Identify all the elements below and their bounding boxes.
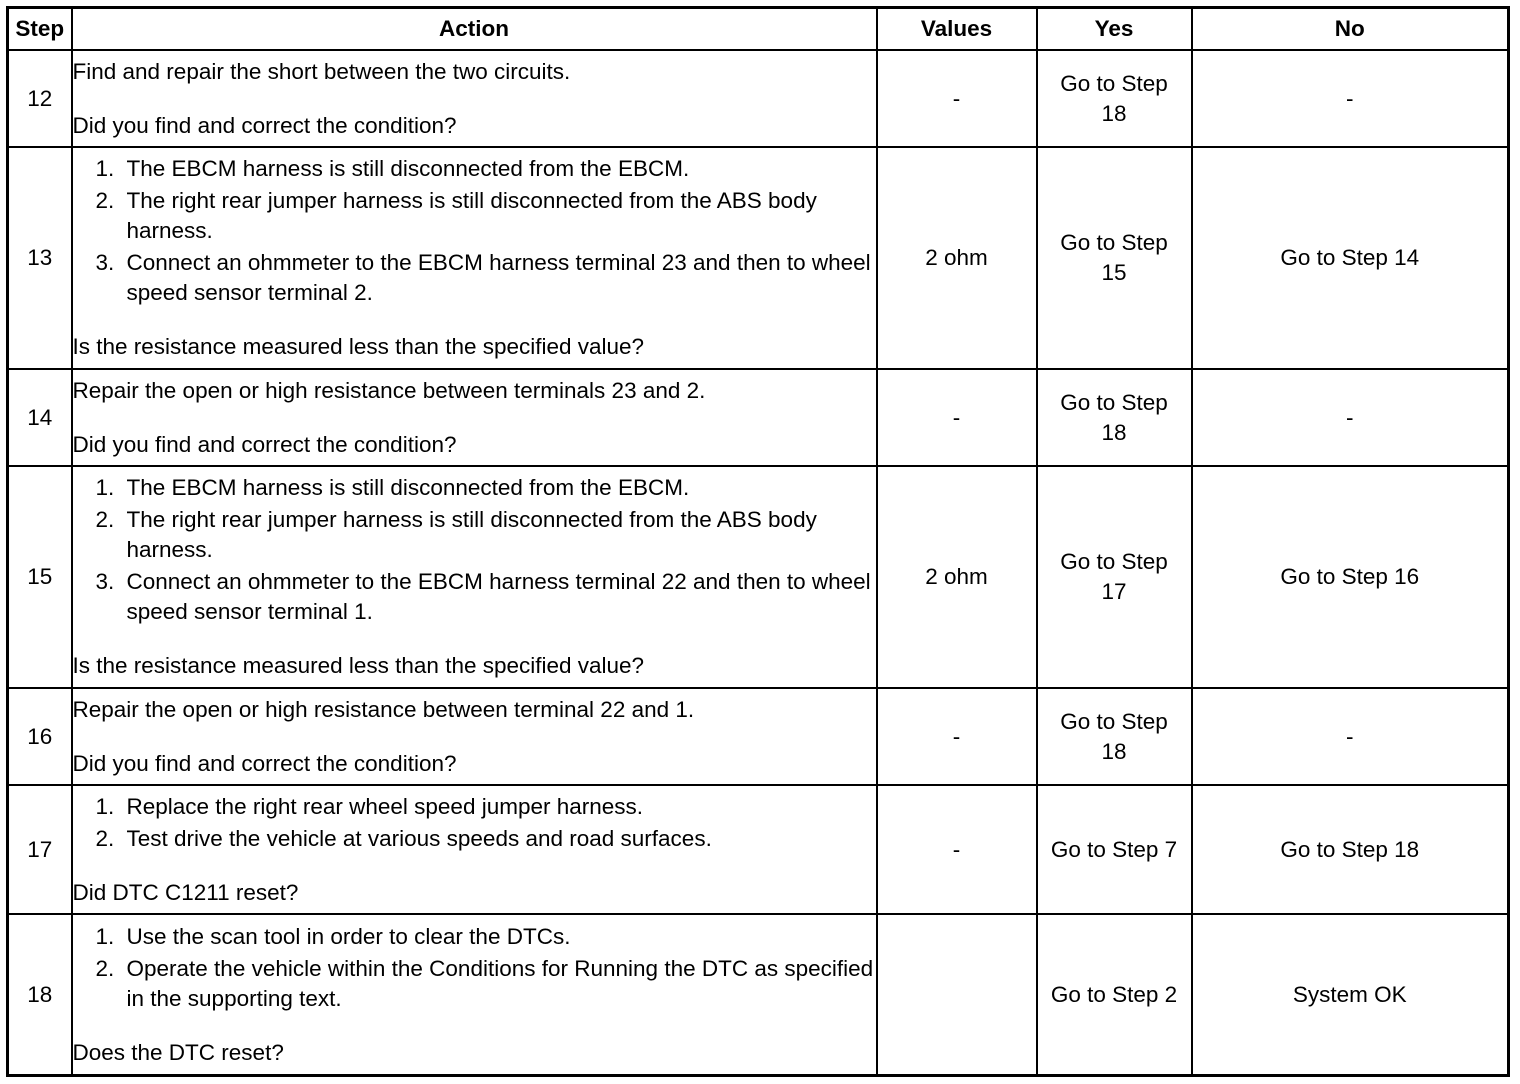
step-number: 16 xyxy=(8,688,72,785)
values-cell: 2 ohm xyxy=(877,466,1037,688)
values-cell: 2 ohm xyxy=(877,147,1037,369)
no-cell: - xyxy=(1192,688,1509,785)
action-text: Repair the open or high resistance between terminal 22 and 1. xyxy=(72,696,695,722)
step-number: 17 xyxy=(8,785,72,914)
step-number: 12 xyxy=(8,50,72,147)
yes-cell: Go to Step 18 xyxy=(1037,688,1192,785)
values-cell: - xyxy=(877,688,1037,785)
table-row xyxy=(8,147,1509,369)
header-action: Action xyxy=(72,8,877,51)
diagnostic-table xyxy=(6,6,1510,1077)
yes-cell: Go to Step 7 xyxy=(1037,785,1192,914)
no-cell: Go to Step 16 xyxy=(1192,466,1509,688)
header-values: Values xyxy=(877,8,1037,51)
action-cell xyxy=(72,914,877,1076)
list-item: 2. The right rear jumper harness is still disconnected from the ABS body harness. xyxy=(121,505,876,565)
yes-cell: Go to Step 2 xyxy=(1037,914,1192,1076)
list-item: 1. Replace the right rear wheel speed jumper harness. xyxy=(121,792,876,822)
action-question: Does the DTC reset? xyxy=(72,1039,284,1065)
table-row xyxy=(8,50,1509,147)
action-question: Did you find and correct the condition? xyxy=(72,750,457,776)
no-cell: Go to Step 14 xyxy=(1192,147,1509,369)
action-list xyxy=(73,154,876,308)
action-cell xyxy=(72,369,877,466)
yes-cell: Go to Step 18 xyxy=(1037,369,1192,466)
yes-cell: Go to Step 18 xyxy=(1037,50,1192,147)
action-question: Did you find and correct the condition? xyxy=(72,112,457,138)
list-item: 3. Connect an ohmmeter to the EBCM harness terminal 22 and then to wheel speed sensor terminal 1. xyxy=(121,567,876,627)
table-row xyxy=(8,466,1509,688)
action-cell xyxy=(72,688,877,785)
list-item: 2. The right rear jumper harness is still disconnected from the ABS body harness. xyxy=(121,186,876,246)
values-cell: - xyxy=(877,369,1037,466)
action-cell xyxy=(72,147,877,369)
action-list xyxy=(73,792,876,854)
table-row xyxy=(8,369,1509,466)
action-text: Repair the open or high resistance between terminals 23 and 2. xyxy=(72,377,706,403)
list-item: 2. Operate the vehicle within the Conditions for Running the DTC as specified in the supporting text. xyxy=(121,954,876,1014)
list-item: 1. The EBCM harness is still disconnected from the EBCM. xyxy=(121,154,876,184)
step-number: 13 xyxy=(8,147,72,369)
step-number: 18 xyxy=(8,914,72,1076)
values-cell: - xyxy=(877,785,1037,914)
action-question: Is the resistance measured less than the specified value? xyxy=(72,653,645,678)
no-cell: - xyxy=(1192,50,1509,147)
step-number: 15 xyxy=(8,466,72,688)
action-question: Is the resistance measured less than the specified value? xyxy=(72,334,645,359)
action-text: Find and repair the short between the two circuits. xyxy=(72,58,571,84)
yes-cell: Go to Step 15 xyxy=(1037,147,1192,369)
step-number: 14 xyxy=(8,369,72,466)
action-list xyxy=(73,922,876,1014)
list-item: 1. The EBCM harness is still disconnected from the EBCM. xyxy=(121,473,876,503)
action-cell xyxy=(72,50,877,147)
no-cell: System OK xyxy=(1192,914,1509,1076)
header-row xyxy=(8,8,1509,51)
no-cell: Go to Step 18 xyxy=(1192,785,1509,914)
list-item: 1. Use the scan tool in order to clear the DTCs. xyxy=(121,922,876,952)
table-row xyxy=(8,688,1509,785)
header-yes: Yes xyxy=(1037,8,1192,51)
list-item: 3. Connect an ohmmeter to the EBCM harness terminal 23 and then to wheel speed sensor terminal 2. xyxy=(121,248,876,308)
yes-cell: Go to Step 17 xyxy=(1037,466,1192,688)
table-row xyxy=(8,785,1509,914)
action-question: Did DTC C1211 reset? xyxy=(72,879,299,905)
table-row xyxy=(8,914,1509,1076)
action-list xyxy=(73,473,876,627)
action-question: Did you find and correct the condition? xyxy=(72,431,457,457)
values-cell: - xyxy=(877,50,1037,147)
header-step: Step xyxy=(8,8,72,51)
action-cell xyxy=(72,785,877,914)
no-cell: - xyxy=(1192,369,1509,466)
list-item: 2. Test drive the vehicle at various speeds and road surfaces. xyxy=(121,824,876,854)
action-cell xyxy=(72,466,877,688)
values-cell xyxy=(877,914,1037,1076)
header-no: No xyxy=(1192,8,1509,51)
